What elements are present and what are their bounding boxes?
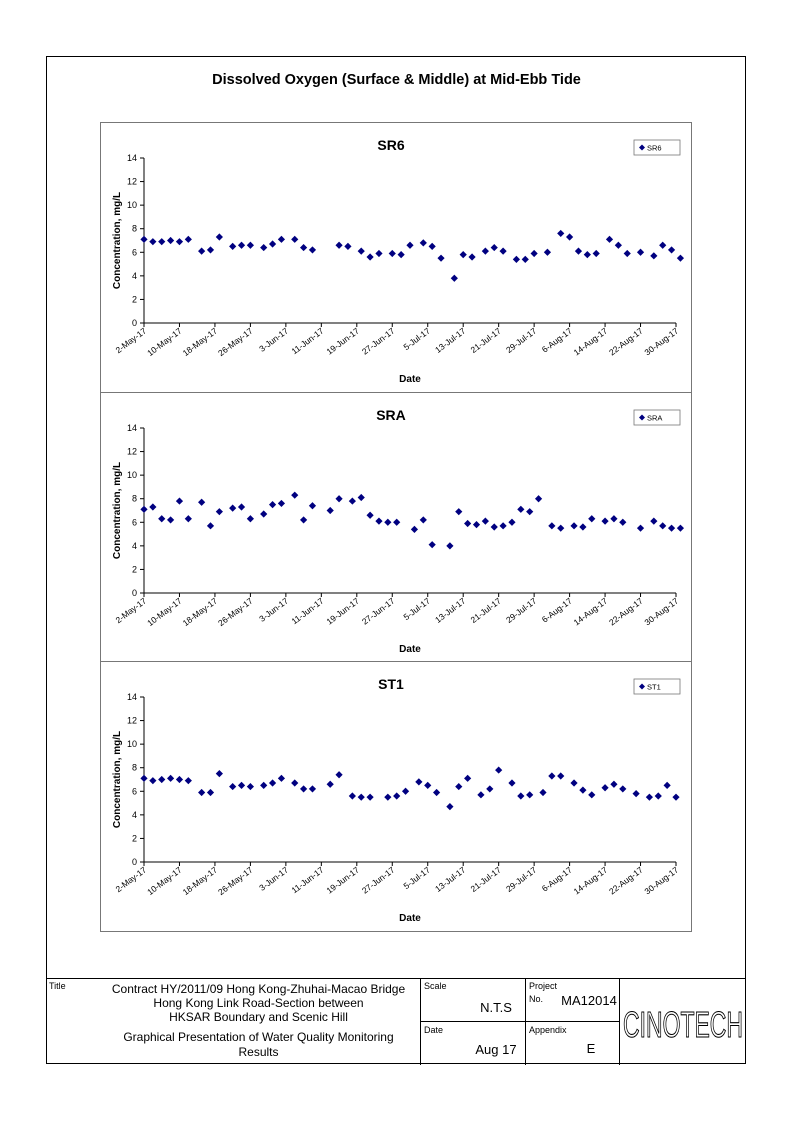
x-tick-label: 2-May-17	[113, 864, 149, 895]
data-point	[260, 510, 267, 517]
scale-label: Scale	[424, 981, 447, 991]
data-point	[300, 516, 307, 523]
data-point	[158, 776, 165, 783]
data-point	[588, 791, 595, 798]
data-point	[655, 792, 662, 799]
data-point	[637, 249, 644, 256]
data-point	[672, 794, 679, 801]
data-point	[247, 783, 254, 790]
data-point	[367, 794, 374, 801]
data-point	[633, 790, 640, 797]
data-point	[420, 239, 427, 246]
x-tick-label: 22-Aug-17	[607, 325, 645, 358]
data-point	[464, 775, 471, 782]
project-no-label: No.	[529, 994, 544, 1004]
data-point	[677, 525, 684, 532]
title-label: Title	[49, 981, 66, 991]
y-tick-label: 4	[131, 809, 137, 820]
x-tick-label: 21-Jul-17	[468, 325, 503, 355]
data-point	[557, 772, 564, 779]
data-point	[367, 253, 374, 260]
legend-label: SR6	[647, 143, 662, 153]
x-tick-label: 22-Aug-17	[607, 864, 645, 897]
y-tick-label: 14	[126, 692, 137, 702]
data-point	[539, 789, 546, 796]
data-point	[570, 779, 577, 786]
data-point	[269, 501, 276, 508]
x-tick-label: 27-Jun-17	[359, 325, 397, 357]
legend	[634, 140, 680, 155]
y-tick-label: 10	[126, 470, 137, 481]
data-point	[260, 244, 267, 251]
data-point	[584, 251, 591, 258]
chart-title: SR6	[377, 137, 405, 153]
data-point	[548, 522, 555, 529]
y-axis-label: Concentration, mg/L	[112, 730, 123, 829]
data-point	[415, 778, 422, 785]
x-tick-label: 19-Jun-17	[324, 864, 362, 896]
data-point	[291, 492, 298, 499]
legend-label: SRA	[647, 413, 663, 423]
data-point	[517, 506, 524, 513]
data-point	[615, 242, 622, 249]
data-point	[548, 772, 555, 779]
data-point	[491, 244, 498, 251]
data-point	[468, 253, 475, 260]
data-point	[149, 238, 156, 245]
chart-title: ST1	[378, 676, 404, 692]
data-point	[384, 794, 391, 801]
x-tick-label: 2-May-17	[113, 595, 149, 626]
x-tick-label: 29-Jul-17	[504, 864, 539, 894]
data-point	[327, 507, 334, 514]
data-point	[482, 518, 489, 525]
data-point	[619, 785, 626, 792]
chart-panel-st1	[101, 662, 691, 931]
data-point	[375, 250, 382, 257]
chart-sra	[101, 393, 691, 661]
data-point	[500, 248, 507, 255]
data-point	[335, 495, 342, 502]
cinotech-logo	[620, 1000, 746, 1048]
data-point	[238, 503, 245, 510]
y-tick-label: 12	[126, 176, 137, 187]
data-point	[207, 789, 214, 796]
data-point	[664, 782, 671, 789]
data-point	[198, 248, 205, 255]
y-tick-label: 2	[131, 564, 137, 575]
data-point	[659, 242, 666, 249]
legend	[634, 410, 680, 425]
data-point	[455, 508, 462, 515]
data-point	[575, 248, 582, 255]
chart-title: SRA	[376, 407, 406, 423]
data-point	[482, 248, 489, 255]
appendix-label: Appendix	[529, 1025, 567, 1035]
data-point	[668, 246, 675, 253]
data-point	[167, 775, 174, 782]
data-point	[167, 516, 174, 523]
contract-line-3: HKSAR Boundary and Scenic Hill	[169, 1010, 348, 1024]
data-point	[358, 794, 365, 801]
data-point	[557, 525, 564, 532]
data-point	[229, 243, 236, 250]
data-point	[300, 785, 307, 792]
data-point	[579, 787, 586, 794]
legend-label: ST1	[647, 682, 661, 692]
data-point	[185, 515, 192, 522]
y-tick-label: 12	[126, 715, 137, 726]
data-point	[451, 275, 458, 282]
data-point	[486, 785, 493, 792]
y-tick-label: 8	[131, 223, 137, 234]
x-tick-label: 29-Jul-17	[504, 325, 539, 355]
data-point	[229, 505, 236, 512]
x-tick-label: 6-Aug-17	[539, 325, 574, 355]
y-tick-label: 6	[131, 786, 137, 797]
data-point	[437, 255, 444, 262]
data-point	[176, 776, 183, 783]
x-tick-label: 10-May-17	[145, 864, 184, 898]
data-point	[677, 255, 684, 262]
data-point	[375, 518, 382, 525]
data-point	[411, 526, 418, 533]
chart-panel-sra	[101, 393, 691, 661]
data-point	[446, 803, 453, 810]
x-tick-label: 21-Jul-17	[468, 864, 503, 894]
data-point	[566, 233, 573, 240]
y-tick-label: 14	[126, 423, 137, 433]
y-tick-label: 0	[131, 588, 137, 598]
x-tick-label: 3-Jun-17	[257, 595, 291, 624]
data-point	[406, 242, 413, 249]
page-title: Dissolved Oxygen (Surface & Middle) at Mid-Ebb Tide	[212, 72, 581, 88]
data-point	[601, 518, 608, 525]
x-tick-label: 26-May-17	[216, 325, 255, 359]
data-point	[446, 542, 453, 549]
data-point	[557, 230, 564, 237]
data-point	[278, 500, 285, 507]
x-tick-label: 18-May-17	[180, 325, 220, 359]
data-point	[393, 792, 400, 799]
chart-sr6	[101, 123, 691, 391]
data-point	[477, 791, 484, 798]
y-tick-label: 4	[131, 540, 137, 551]
data-point	[149, 503, 156, 510]
data-point	[433, 789, 440, 796]
data-point	[535, 495, 542, 502]
x-tick-label: 26-May-17	[216, 864, 255, 898]
date-label: Date	[424, 1025, 444, 1035]
x-tick-label: 2-May-17	[113, 325, 149, 356]
x-tick-label: 30-Aug-17	[642, 595, 681, 628]
data-point	[495, 766, 502, 773]
data-point	[606, 236, 613, 243]
data-point	[460, 251, 467, 258]
appendix-value: E	[586, 1041, 596, 1056]
data-point	[610, 515, 617, 522]
data-point	[140, 506, 147, 513]
data-point	[158, 515, 165, 522]
data-point	[140, 775, 147, 782]
data-point	[526, 508, 533, 515]
logo-text: CINOTECH	[623, 1004, 743, 1045]
date-value: Aug 17	[475, 1042, 517, 1057]
data-point	[149, 777, 156, 784]
data-point	[198, 789, 205, 796]
data-point	[309, 502, 316, 509]
data-point	[300, 244, 307, 251]
data-point	[335, 771, 342, 778]
x-tick-label: 18-May-17	[180, 595, 220, 629]
data-point	[349, 792, 356, 799]
data-point	[185, 236, 192, 243]
y-tick-label: 8	[131, 493, 137, 504]
x-tick-label: 14-Aug-17	[571, 325, 610, 358]
x-tick-label: 29-Jul-17	[504, 595, 539, 625]
data-point	[238, 242, 245, 249]
data-point	[526, 791, 533, 798]
data-point	[176, 238, 183, 245]
data-point	[207, 522, 214, 529]
data-point	[610, 781, 617, 788]
y-tick-label: 14	[126, 153, 137, 163]
x-tick-label: 26-May-17	[216, 595, 255, 629]
y-tick-label: 4	[131, 270, 137, 281]
x-tick-label: 11-Jun-17	[289, 595, 326, 627]
x-tick-label: 14-Aug-17	[571, 595, 610, 628]
x-tick-label: 5-Jul-17	[401, 325, 432, 353]
data-point	[158, 238, 165, 245]
y-tick-label: 12	[126, 446, 137, 457]
scale-value: N.T.S	[480, 1000, 512, 1015]
legend	[634, 679, 680, 694]
data-point	[335, 242, 342, 249]
chart-st1	[101, 662, 691, 931]
data-point	[402, 788, 409, 795]
x-tick-label: 13-Jul-17	[433, 864, 468, 894]
data-point	[619, 519, 626, 526]
data-point	[398, 251, 405, 258]
y-tick-label: 2	[131, 833, 137, 844]
y-tick-label: 6	[131, 247, 137, 258]
data-point	[429, 243, 436, 250]
data-point	[176, 497, 183, 504]
y-axis-label: Concentration, mg/L	[112, 191, 123, 290]
data-point	[508, 519, 515, 526]
data-point	[185, 777, 192, 784]
data-point	[260, 782, 267, 789]
data-point	[517, 792, 524, 799]
project-number: MA12014	[561, 993, 617, 1008]
data-point	[508, 779, 515, 786]
data-point	[229, 783, 236, 790]
x-tick-label: 27-Jun-17	[359, 864, 397, 896]
data-point	[327, 781, 334, 788]
x-tick-label: 5-Jul-17	[401, 595, 432, 623]
data-point	[216, 233, 223, 240]
data-point	[522, 256, 529, 263]
data-point	[393, 519, 400, 526]
x-tick-label: 30-Aug-17	[642, 325, 681, 358]
x-tick-label: 3-Jun-17	[257, 864, 291, 893]
data-point	[588, 515, 595, 522]
y-tick-label: 10	[126, 739, 137, 750]
data-point	[198, 499, 205, 506]
x-axis-label: Date	[399, 644, 421, 655]
data-point	[491, 523, 498, 530]
data-point	[344, 243, 351, 250]
x-tick-label: 10-May-17	[145, 325, 184, 359]
data-point	[309, 785, 316, 792]
x-tick-label: 19-Jun-17	[324, 325, 362, 357]
data-point	[216, 770, 223, 777]
data-point	[278, 236, 285, 243]
drawing-title	[96, 1030, 421, 1060]
data-point	[473, 521, 480, 528]
data-point	[570, 522, 577, 529]
data-point	[650, 252, 657, 259]
data-point	[637, 525, 644, 532]
data-point	[358, 248, 365, 255]
x-tick-label: 14-Aug-17	[571, 864, 610, 897]
data-point	[464, 520, 471, 527]
data-point	[291, 236, 298, 243]
y-tick-label: 2	[131, 294, 137, 305]
contract-line-1: Contract HY/2011/09 Hong Kong-Zhuhai-Macao Bridge	[111, 982, 406, 996]
x-tick-label: 5-Jul-17	[401, 864, 432, 892]
y-tick-label: 0	[131, 857, 137, 867]
x-tick-label: 6-Aug-17	[539, 864, 574, 894]
x-tick-label: 11-Jun-17	[289, 325, 326, 357]
x-tick-label: 22-Aug-17	[607, 595, 645, 628]
y-tick-label: 10	[126, 200, 137, 211]
data-point	[216, 508, 223, 515]
data-point	[167, 237, 174, 244]
x-tick-label: 19-Jun-17	[324, 595, 362, 627]
x-tick-label: 18-May-17	[180, 864, 220, 898]
y-axis-label: Concentration, mg/L	[112, 461, 123, 560]
y-tick-label: 0	[131, 318, 137, 328]
contract-title	[96, 982, 421, 1024]
data-point	[291, 779, 298, 786]
data-point	[238, 782, 245, 789]
data-point	[367, 512, 374, 519]
data-point	[650, 518, 657, 525]
data-point	[429, 541, 436, 548]
x-tick-label: 6-Aug-17	[539, 595, 574, 625]
x-tick-label: 11-Jun-17	[289, 864, 326, 896]
x-tick-label: 27-Jun-17	[359, 595, 397, 627]
data-point	[349, 497, 356, 504]
data-point	[455, 783, 462, 790]
data-point	[659, 522, 666, 529]
data-point	[207, 246, 214, 253]
data-point	[544, 249, 551, 256]
data-point	[309, 246, 316, 253]
data-point	[420, 516, 427, 523]
data-point	[384, 519, 391, 526]
data-point	[668, 525, 675, 532]
drawing-line-2: Results	[238, 1045, 279, 1059]
x-tick-label: 30-Aug-17	[642, 864, 681, 897]
data-point	[389, 250, 396, 257]
data-point	[624, 250, 631, 257]
contract-line-2: Hong Kong Link Road-Section between	[153, 996, 364, 1010]
data-point	[593, 250, 600, 257]
data-point	[500, 522, 507, 529]
data-point	[269, 240, 276, 247]
data-point	[247, 242, 254, 249]
x-tick-label: 13-Jul-17	[433, 325, 468, 355]
project-label: Project	[529, 981, 558, 991]
data-point	[424, 782, 431, 789]
data-point	[358, 494, 365, 501]
data-point	[278, 775, 285, 782]
x-tick-label: 10-May-17	[145, 595, 184, 629]
chart-panel-sr6	[101, 123, 691, 391]
y-tick-label: 8	[131, 762, 137, 773]
data-point	[513, 256, 520, 263]
x-tick-label: 3-Jun-17	[257, 325, 291, 354]
x-axis-label: Date	[399, 374, 421, 385]
data-point	[247, 515, 254, 522]
data-point	[140, 236, 147, 243]
data-point	[531, 250, 538, 257]
drawing-line-1: Graphical Presentation of Water Quality Monitoring	[123, 1030, 394, 1044]
data-point	[269, 779, 276, 786]
x-tick-label: 21-Jul-17	[468, 595, 503, 625]
data-point	[601, 784, 608, 791]
data-point	[646, 794, 653, 801]
data-point	[579, 523, 586, 530]
y-tick-label: 6	[131, 517, 137, 528]
x-axis-label: Date	[399, 913, 421, 924]
x-tick-label: 13-Jul-17	[433, 595, 468, 625]
